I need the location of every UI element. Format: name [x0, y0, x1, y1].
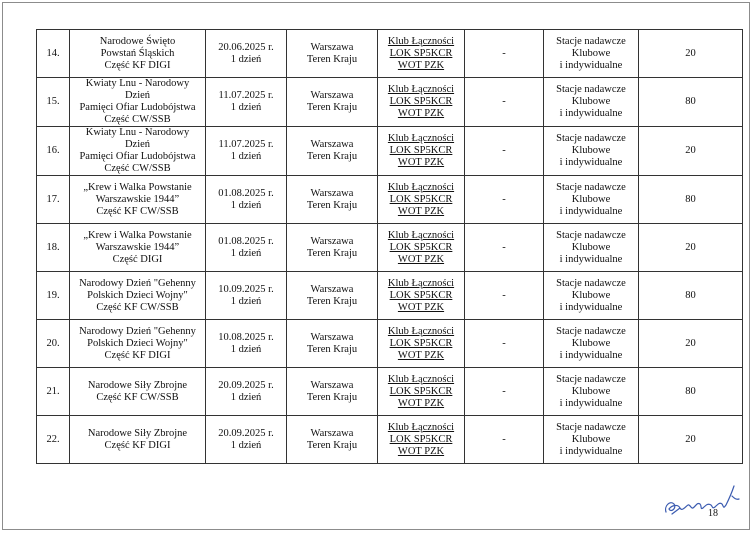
participant-stations [544, 78, 639, 127]
participant-stations-line: Klubowe [571, 193, 611, 205]
participant-stations [544, 320, 639, 368]
organizer-club [378, 224, 465, 272]
event-name [70, 416, 206, 464]
participant-stations [544, 127, 639, 176]
table-row [37, 320, 743, 368]
event-name [70, 320, 206, 368]
event-name-line: Narodowe Święto [99, 35, 176, 47]
participant-stations-line: Klubowe [571, 385, 611, 397]
event-date-line: 1 dzień [230, 343, 262, 355]
organizer-club-line: Klub Łączności [387, 277, 455, 289]
organizer-club [378, 30, 465, 78]
row-number: 15. [37, 78, 70, 127]
event-name-line: Część KF CW/SSB [96, 391, 179, 403]
participant-stations-line: i indywidualne [559, 301, 623, 313]
event-name-line: „Krew i Walka Powstanie [83, 229, 192, 241]
event-name-line: Warszawskie 1944” [95, 241, 180, 253]
organizer-club-line: Klub Łączności [387, 35, 455, 47]
points-value: 20 [639, 416, 743, 464]
event-place-line: Warszawa [310, 235, 354, 247]
participant-stations-line: Stacje nadawcze [556, 84, 626, 95]
event-name-line: Część KF CW/SSB [96, 301, 179, 313]
organizer-club [378, 272, 465, 320]
organizer-club [378, 416, 465, 464]
event-date [206, 127, 287, 176]
participant-stations-line: Stacje nadawcze [556, 133, 626, 144]
empty-value: - [465, 176, 544, 224]
organizer-club-line: Klub Łączności [387, 373, 455, 385]
event-date [206, 176, 287, 224]
participant-stations-line: Klubowe [571, 145, 611, 156]
event-place-line: Teren Kraju [306, 343, 358, 355]
points-value: 80 [639, 368, 743, 416]
participant-stations-line: Stacje nadawcze [556, 421, 626, 433]
event-place-line: Warszawa [310, 331, 354, 343]
organizer-club-line: WOT PZK [397, 253, 445, 265]
organizer-club-line: Klub Łączności [387, 325, 455, 337]
event-date-line: 1 dzień [230, 53, 262, 65]
event-date [206, 272, 287, 320]
event-name-line: Część CW/SSB [104, 163, 171, 174]
event-date-line: 20.06.2025 r. [218, 41, 274, 53]
table-row [37, 368, 743, 416]
event-name-line: Narodowe Siły Zbrojne [87, 379, 188, 391]
points-value: 80 [639, 78, 743, 127]
participant-stations-line: Stacje nadawcze [556, 35, 626, 47]
event-place-line: Teren Kraju [306, 199, 358, 211]
event-date-line: 1 dzień [230, 391, 262, 403]
event-name-line: Polskich Dzieci Wojny" [87, 337, 188, 349]
organizer-club-line: Klub Łączności [387, 229, 455, 241]
organizer-club-line: Klub Łączności [387, 133, 455, 144]
empty-value: - [465, 78, 544, 127]
organizer-club-line: LOK SP5KCR [389, 145, 453, 156]
participant-stations-line: Stacje nadawcze [556, 277, 626, 289]
table-row [37, 272, 743, 320]
participant-stations-line: Klubowe [571, 337, 611, 349]
event-name-line: Część KF CW/SSB [96, 205, 179, 217]
event-place-line: Teren Kraju [306, 151, 358, 162]
event-name-line: Kwiaty Lnu - Narodowy Dzień [85, 127, 190, 150]
event-date [206, 368, 287, 416]
event-place [287, 78, 378, 127]
table-row [37, 176, 743, 224]
participant-stations [544, 272, 639, 320]
event-date-line: 1 dzień [230, 295, 262, 307]
event-date-line: 1 dzień [230, 439, 262, 451]
organizer-club-line: LOK SP5KCR [389, 433, 453, 445]
participant-stations-line: i indywidualne [559, 397, 623, 409]
organizer-club-line: LOK SP5KCR [389, 241, 453, 253]
points-value: 20 [639, 30, 743, 78]
event-name-line: Część DIGI [112, 253, 163, 265]
row-number: 18. [37, 224, 70, 272]
participant-stations-line: i indywidualne [559, 59, 623, 71]
event-name-line: Pamięci Ofiar Ludobójstwa [79, 151, 196, 162]
event-name [70, 127, 206, 176]
event-name-line: Warszawskie 1944” [95, 193, 180, 205]
event-place [287, 368, 378, 416]
event-name-line: „Krew i Walka Powstanie [83, 181, 192, 193]
participant-stations-line: i indywidualne [559, 445, 623, 457]
event-place-line: Teren Kraju [306, 295, 358, 307]
organizer-club-line: WOT PZK [397, 349, 445, 361]
participant-stations-line: Stacje nadawcze [556, 325, 626, 337]
event-place [287, 127, 378, 176]
event-date [206, 30, 287, 78]
participant-stations-line: i indywidualne [559, 108, 623, 119]
event-place [287, 320, 378, 368]
organizer-club-line: LOK SP5KCR [389, 96, 453, 107]
event-name-line: Część KF DIGI [104, 439, 171, 451]
row-number: 20. [37, 320, 70, 368]
event-date-line: 11.07.2025 r. [218, 139, 274, 150]
organizer-club-line: LOK SP5KCR [389, 193, 453, 205]
page-number: 18 [708, 508, 718, 519]
row-number: 21. [37, 368, 70, 416]
points-value: 20 [639, 320, 743, 368]
organizer-club [378, 368, 465, 416]
participant-stations-line: Klubowe [571, 433, 611, 445]
participant-stations-line: Klubowe [571, 96, 611, 107]
organizer-club [378, 320, 465, 368]
row-number: 19. [37, 272, 70, 320]
event-name-line: Część CW/SSB [104, 114, 171, 125]
event-place-line: Teren Kraju [306, 53, 358, 65]
participant-stations [544, 224, 639, 272]
event-date [206, 320, 287, 368]
event-place [287, 224, 378, 272]
event-name [70, 368, 206, 416]
event-date-line: 01.08.2025 r. [218, 235, 274, 247]
event-date-line: 1 dzień [230, 199, 262, 211]
organizer-club-line: WOT PZK [397, 59, 445, 71]
participant-stations-line: Stacje nadawcze [556, 373, 626, 385]
table-row [37, 127, 743, 176]
events-table-body [37, 30, 743, 464]
participant-stations-line: Stacje nadawcze [556, 229, 626, 241]
event-place [287, 416, 378, 464]
event-name-line: Część KF DIGI [104, 59, 171, 71]
participant-stations-line: Klubowe [571, 47, 611, 59]
empty-value: - [465, 416, 544, 464]
empty-value: - [465, 272, 544, 320]
organizer-club-line: WOT PZK [397, 301, 445, 313]
empty-value: - [465, 224, 544, 272]
participant-stations-line: i indywidualne [559, 349, 623, 361]
event-date-line: 20.09.2025 r. [218, 427, 274, 439]
participant-stations-line: Klubowe [571, 241, 611, 253]
event-name-line: Powstań Śląskich [100, 47, 175, 59]
event-place-line: Warszawa [310, 187, 354, 199]
event-name [70, 78, 206, 127]
participant-stations [544, 176, 639, 224]
event-name-line: Kwiaty Lnu - Narodowy Dzień [85, 78, 190, 101]
participant-stations-line: i indywidualne [559, 157, 623, 168]
event-date [206, 224, 287, 272]
participant-stations [544, 30, 639, 78]
event-place-line: Teren Kraju [306, 102, 358, 113]
row-number: 17. [37, 176, 70, 224]
event-date-line: 10.09.2025 r. [218, 283, 274, 295]
event-name-line: Narodowy Dzień "Gehenny [79, 325, 196, 337]
organizer-club-line: WOT PZK [397, 108, 445, 119]
organizer-club-line: WOT PZK [397, 445, 445, 457]
events-table [36, 29, 743, 464]
organizer-club-line: WOT PZK [397, 157, 445, 168]
participant-stations [544, 368, 639, 416]
event-name-line: Pamięci Ofiar Ludobójstwa [79, 102, 196, 113]
organizer-club-line: Klub Łączności [387, 84, 455, 95]
organizer-club-line: WOT PZK [397, 397, 445, 409]
event-place-line: Warszawa [310, 139, 354, 150]
participant-stations [544, 416, 639, 464]
participant-stations-line: i indywidualne [559, 205, 623, 217]
row-number: 16. [37, 127, 70, 176]
signature-stroke [666, 486, 739, 514]
event-date [206, 416, 287, 464]
event-place-line: Warszawa [310, 283, 354, 295]
event-name-line: Część KF DIGI [104, 349, 171, 361]
points-value: 20 [639, 127, 743, 176]
points-value: 80 [639, 272, 743, 320]
organizer-club-line: WOT PZK [397, 205, 445, 217]
organizer-club-line: LOK SP5KCR [389, 385, 453, 397]
event-place-line: Warszawa [310, 41, 354, 53]
event-date-line: 11.07.2025 r. [218, 90, 274, 101]
event-name-line: Narodowy Dzień "Gehenny [79, 277, 196, 289]
event-place-line: Warszawa [310, 90, 354, 101]
event-date-line: 1 dzień [230, 247, 262, 259]
points-value: 20 [639, 224, 743, 272]
organizer-club [378, 78, 465, 127]
event-place-line: Teren Kraju [306, 247, 358, 259]
organizer-club-line: Klub Łączności [387, 181, 455, 193]
empty-value: - [465, 368, 544, 416]
event-name-line: Narodowe Siły Zbrojne [87, 427, 188, 439]
points-value: 80 [639, 176, 743, 224]
participant-stations-line: i indywidualne [559, 253, 623, 265]
event-date-line: 1 dzień [230, 151, 262, 162]
event-name [70, 176, 206, 224]
event-place-line: Teren Kraju [306, 439, 358, 451]
event-date-line: 10.08.2025 r. [218, 331, 274, 343]
organizer-club-line: LOK SP5KCR [389, 289, 453, 301]
participant-stations-line: Klubowe [571, 289, 611, 301]
event-place-line: Warszawa [310, 379, 354, 391]
event-date [206, 78, 287, 127]
event-name [70, 30, 206, 78]
event-name-line: Polskich Dzieci Wojny" [87, 289, 188, 301]
table-row [37, 30, 743, 78]
organizer-club-line: LOK SP5KCR [389, 337, 453, 349]
row-number: 22. [37, 416, 70, 464]
empty-value: - [465, 320, 544, 368]
participant-stations-line: Stacje nadawcze [556, 181, 626, 193]
event-name [70, 224, 206, 272]
row-number: 14. [37, 30, 70, 78]
event-place-line: Warszawa [310, 427, 354, 439]
table-row [37, 224, 743, 272]
event-place-line: Teren Kraju [306, 391, 358, 403]
empty-value: - [465, 30, 544, 78]
event-place [287, 176, 378, 224]
event-date-line: 01.08.2025 r. [218, 187, 274, 199]
handwritten-signature [660, 478, 748, 518]
event-place [287, 30, 378, 78]
table-row [37, 78, 743, 127]
empty-value: - [465, 127, 544, 176]
organizer-club [378, 176, 465, 224]
event-place [287, 272, 378, 320]
event-name [70, 272, 206, 320]
event-date-line: 1 dzień [230, 102, 262, 113]
table-row [37, 416, 743, 464]
organizer-club-line: Klub Łączności [387, 421, 455, 433]
organizer-club [378, 127, 465, 176]
organizer-club-line: LOK SP5KCR [389, 47, 453, 59]
event-date-line: 20.09.2025 r. [218, 379, 274, 391]
